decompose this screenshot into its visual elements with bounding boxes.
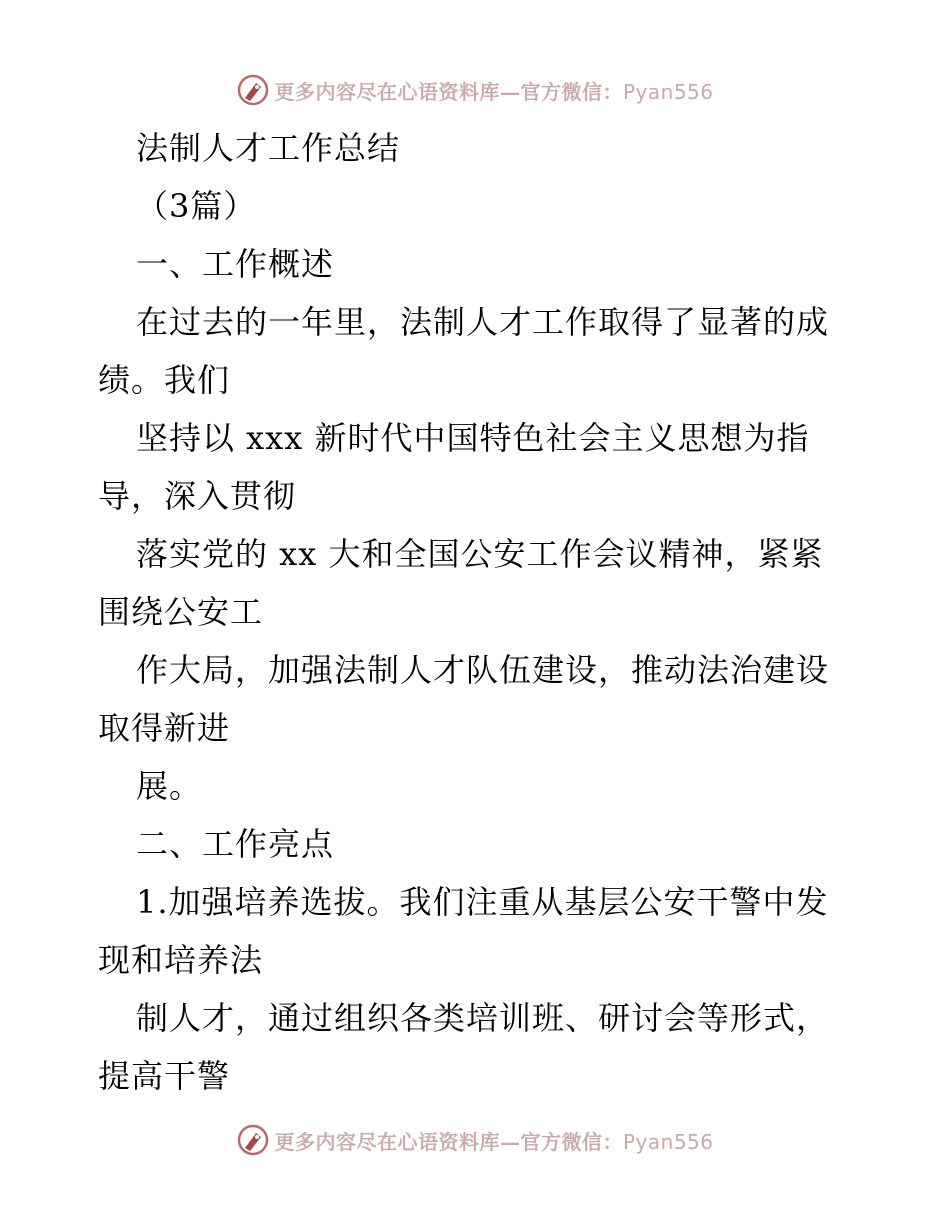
watermark-text: 更多内容尽在心语资料库—官方微信：Pyan556 [274, 79, 714, 104]
paragraph-line: 围绕公安工 [98, 593, 264, 631]
paragraph-line: 落实党的 xx 大和全国公安工作会议精神，紧紧 [136, 535, 824, 573]
pen-nib-circle-icon [236, 73, 270, 107]
paragraph-line: 坚持以 xxx 新时代中国特色社会主义思想为指 [136, 419, 810, 457]
pen-nib-circle-icon [236, 1123, 270, 1157]
paragraph-line: 导，深入贯彻 [98, 477, 297, 515]
paragraph-line: 1.加强培养选拔。我们注重从基层公安干警中发 [136, 883, 829, 921]
wechat-id: Pyan556 [622, 79, 714, 104]
wechat-id: Pyan556 [622, 1129, 714, 1154]
document-title: 法制人才工作总结 [136, 129, 401, 167]
paragraph-line: 作大局，加强法制人才队伍建设，推动法治建设 [136, 651, 830, 689]
paragraph-line: 制人才，通过组织各类培训班、研讨会等形式， [136, 999, 830, 1037]
paragraph-line: 取得新进 [98, 709, 231, 747]
paragraph-line: 现和培养法 [98, 941, 264, 979]
header-watermark-banner [0, 70, 950, 110]
paragraph-line: 绩。我们 [98, 361, 231, 399]
section-heading: 二、工作亮点 [136, 825, 335, 863]
paragraph-line: 展。 [136, 767, 203, 805]
footer-watermark-banner [0, 1120, 950, 1160]
paragraph-line: 提高干警 [98, 1057, 231, 1095]
document-subtitle: （3篇） [136, 187, 257, 225]
section-heading: 一、工作概述 [136, 245, 335, 283]
watermark-text: 更多内容尽在心语资料库—官方微信：Pyan556 [274, 1129, 714, 1154]
paragraph-line: 在过去的一年里，法制人才工作取得了显著的成 [136, 303, 830, 341]
